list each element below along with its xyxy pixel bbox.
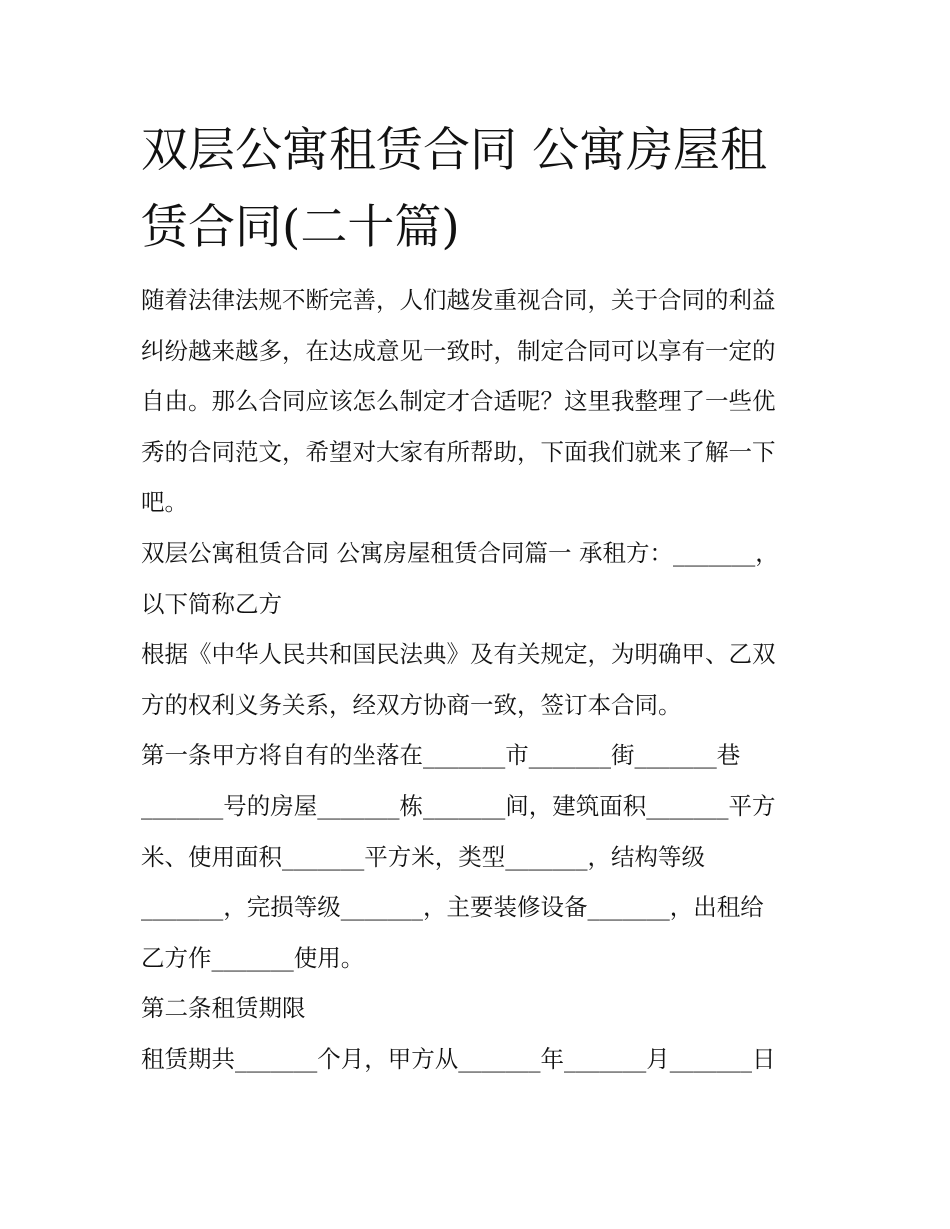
article-1-line: 第一条甲方将自有的坐落在_______市_______街_______巷 bbox=[141, 741, 741, 770]
document-title bbox=[141, 112, 821, 266]
intro-line: 秀的合同范文，希望对大家有所帮助，下面我们就来了解一下 bbox=[141, 437, 776, 466]
section-heading-line: 以下简称乙方 bbox=[141, 589, 282, 618]
title-line: 赁合同(二十篇) bbox=[141, 200, 460, 255]
title-line: 双层公寓租赁合同 公寓房屋租 bbox=[141, 123, 767, 178]
article-1-line: 乙方作_______使用。 bbox=[141, 943, 365, 972]
article-1-line: _______号的房屋_______栋_______间，建筑面积_______平方 bbox=[141, 791, 776, 820]
article-2-heading: 第二条租赁期限 bbox=[141, 994, 306, 1023]
article-1-line: _______，完损等级_______，主要装修设备_______，出租给 bbox=[141, 893, 764, 922]
section-heading-line: 双层公寓租赁合同 公寓房屋租赁合同篇一 承租方：_______， bbox=[141, 538, 779, 567]
intro-line: 纠纷越来越多，在达成意见一致时，制定合同可以享有一定的 bbox=[141, 336, 776, 365]
intro-line: 随着法律法规不断完善，人们越发重视合同，关于合同的利益 bbox=[141, 286, 776, 314]
document-body bbox=[141, 282, 831, 1092]
paragraph-line: 根据《中华人民共和国民法典》及有关规定，为明确甲、乙双 bbox=[141, 640, 776, 669]
intro-line: 自由。那么合同应该怎么制定才合适呢？这里我整理了一些优 bbox=[141, 387, 776, 416]
article-1-line: 米、使用面积_______平方米，类型_______，结构等级 bbox=[141, 842, 705, 871]
intro-line: 吧。 bbox=[141, 488, 188, 517]
paragraph-line: 方的权利义务关系，经双方协商一致，签订本合同。 bbox=[141, 690, 682, 719]
article-2-line: 租赁期共_______个月，甲方从_______年_______月_______日 bbox=[141, 1044, 776, 1073]
